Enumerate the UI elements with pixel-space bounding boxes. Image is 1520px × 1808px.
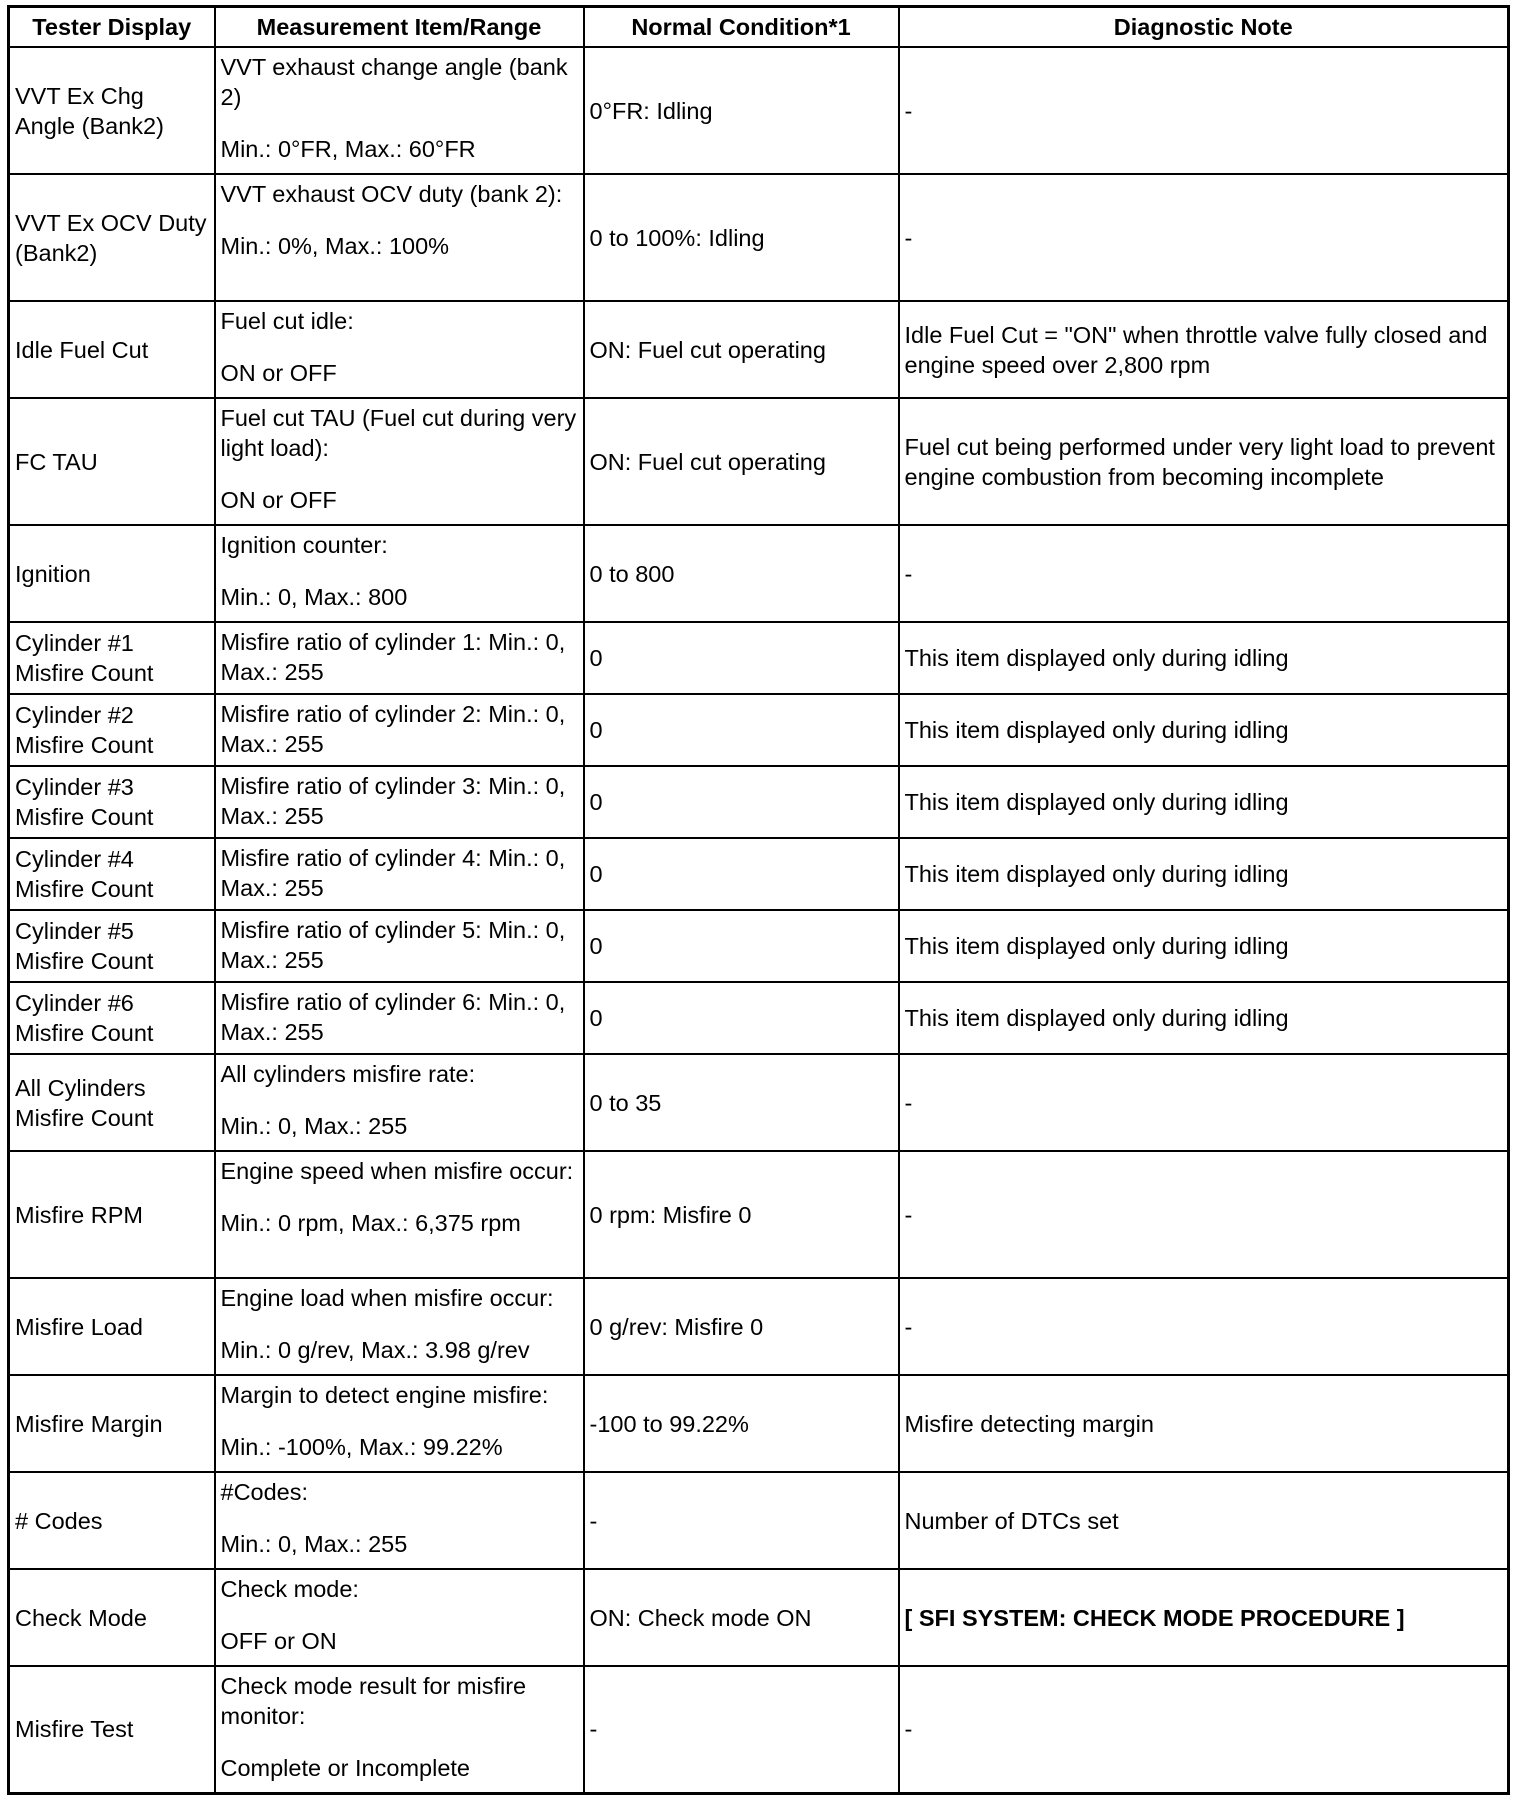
normal-condition-cell: ON: Fuel cut operating <box>584 301 899 398</box>
normal-condition-cell: 0 g/rev: Misfire 0 <box>584 1278 899 1375</box>
table-row <box>9 910 1509 982</box>
normal-condition-cell: 0 rpm: Misfire 0 <box>584 1151 899 1278</box>
diagnostic-note-cell: - <box>899 1151 1509 1278</box>
measurement-range-cell <box>215 1278 584 1375</box>
measurement-range-cell <box>215 622 584 694</box>
tester-display-cell: VVT Ex Chg Angle (Bank2) <box>9 47 215 174</box>
tester-display-cell: All Cylinders Misfire Count <box>9 1054 215 1151</box>
normal-condition-cell: ON: Check mode ON <box>584 1569 899 1666</box>
tester-display-cell: VVT Ex OCV Duty (Bank2) <box>9 174 215 301</box>
diagnostic-note-cell: - <box>899 525 1509 622</box>
data-list-table <box>7 5 1510 1795</box>
diagnostic-note-cell: - <box>899 174 1509 301</box>
range-limits: Min.: 0, Max.: 800 <box>220 584 408 610</box>
range-description: Engine speed when misfire occur: <box>220 1158 574 1184</box>
measurement-range-cell <box>215 982 584 1054</box>
normal-condition-cell: 0 <box>584 910 899 982</box>
table-row <box>9 766 1509 838</box>
range-description: Misfire ratio of cylinder 3: Min.: 0, Max.: 255 <box>220 773 566 829</box>
table-row <box>9 301 1509 398</box>
header-diagnostic-note: Diagnostic Note <box>899 7 1509 48</box>
measurement-range-cell <box>215 694 584 766</box>
range-description: All cylinders misfire rate: <box>220 1061 476 1087</box>
normal-condition-cell: 0 <box>584 838 899 910</box>
normal-condition-cell: - <box>584 1666 899 1793</box>
range-description: Margin to detect engine misfire: <box>220 1382 549 1408</box>
range-limits: Min.: 0, Max.: 255 <box>220 1113 408 1139</box>
data-list-page <box>7 5 1507 1795</box>
diagnostic-note-cell: This item displayed only during idling <box>899 838 1509 910</box>
tester-display-cell: Misfire Load <box>9 1278 215 1375</box>
measurement-range-cell <box>215 1151 584 1278</box>
header-measurement-item-range: Measurement Item/Range <box>215 7 584 48</box>
diagnostic-note-cell: Idle Fuel Cut = "ON" when throttle valve fully closed and engine speed over 2,800 rpm <box>899 301 1509 398</box>
table-row <box>9 1375 1509 1472</box>
range-description: Misfire ratio of cylinder 5: Min.: 0, Max.: 255 <box>220 917 566 973</box>
normal-condition-cell: 0 <box>584 766 899 838</box>
range-description: Misfire ratio of cylinder 4: Min.: 0, Max.: 255 <box>220 845 566 901</box>
tester-display-cell: Misfire Margin <box>9 1375 215 1472</box>
tester-display-cell: Cylinder #3 Misfire Count <box>9 766 215 838</box>
measurement-range-cell <box>215 1569 584 1666</box>
diagnostic-note-cell: This item displayed only during idling <box>899 910 1509 982</box>
measurement-range-cell <box>215 398 584 525</box>
range-description: VVT exhaust OCV duty (bank 2): <box>220 181 563 207</box>
table-header-row <box>9 7 1509 48</box>
diagnostic-note-cell: This item displayed only during idling <box>899 766 1509 838</box>
diagnostic-note-cell: - <box>899 1666 1509 1793</box>
normal-condition-cell: - <box>584 1472 899 1569</box>
normal-condition-cell: 0 to 35 <box>584 1054 899 1151</box>
measurement-range-cell <box>215 1054 584 1151</box>
normal-condition-cell: 0 <box>584 694 899 766</box>
tester-display-cell: FC TAU <box>9 398 215 525</box>
range-limits: ON or OFF <box>220 360 337 386</box>
table-row <box>9 1472 1509 1569</box>
range-description: Engine load when misfire occur: <box>220 1285 554 1311</box>
range-description: Fuel cut TAU (Fuel cut during very light load): <box>220 405 577 461</box>
tester-display-cell: Idle Fuel Cut <box>9 301 215 398</box>
table-row <box>9 982 1509 1054</box>
check-mode-procedure-link[interactable]: [ SFI SYSTEM: CHECK MODE PROCEDURE ] <box>899 1569 1509 1666</box>
range-limits: Min.: 0, Max.: 255 <box>220 1531 408 1557</box>
table-row <box>9 398 1509 525</box>
header-normal-condition: Normal Condition*1 <box>584 7 899 48</box>
normal-condition-cell: 0 to 100%: Idling <box>584 174 899 301</box>
normal-condition-cell: 0 <box>584 982 899 1054</box>
measurement-range-cell <box>215 1375 584 1472</box>
diagnostic-note-cell: This item displayed only during idling <box>899 694 1509 766</box>
tester-display-cell: Cylinder #2 Misfire Count <box>9 694 215 766</box>
table-row <box>9 525 1509 622</box>
diagnostic-note-cell: Fuel cut being performed under very light load to prevent engine combustion from becoming incomplete <box>899 398 1509 525</box>
diagnostic-note-cell: Number of DTCs set <box>899 1472 1509 1569</box>
table-row <box>9 1151 1509 1278</box>
diagnostic-note-cell: This item displayed only during idling <box>899 982 1509 1054</box>
range-description: VVT exhaust change angle (bank 2) <box>220 54 568 110</box>
table-row <box>9 694 1509 766</box>
diagnostic-note-cell: This item displayed only during idling <box>899 622 1509 694</box>
tester-display-cell: Check Mode <box>9 1569 215 1666</box>
table-row <box>9 47 1509 174</box>
measurement-range-cell <box>215 1666 584 1793</box>
measurement-range-cell <box>215 174 584 301</box>
normal-condition-cell: 0°FR: Idling <box>584 47 899 174</box>
table-row <box>9 1666 1509 1793</box>
range-limits: Min.: 0 rpm, Max.: 6,375 rpm <box>220 1210 521 1236</box>
measurement-range-cell <box>215 301 584 398</box>
range-limits: Min.: 0°FR, Max.: 60°FR <box>220 136 476 162</box>
table-row <box>9 1054 1509 1151</box>
range-limits: Complete or Incomplete <box>220 1755 470 1781</box>
tester-display-cell: Misfire Test <box>9 1666 215 1793</box>
measurement-range-cell <box>215 910 584 982</box>
tester-display-cell: # Codes <box>9 1472 215 1569</box>
tester-display-cell: Ignition <box>9 525 215 622</box>
range-limits: OFF or ON <box>220 1628 337 1654</box>
range-description: Misfire ratio of cylinder 2: Min.: 0, Max.: 255 <box>220 701 566 757</box>
measurement-range-cell <box>215 838 584 910</box>
range-limits: Min.: -100%, Max.: 99.22% <box>220 1434 503 1460</box>
tester-display-cell: Cylinder #6 Misfire Count <box>9 982 215 1054</box>
diagnostic-note-cell: - <box>899 47 1509 174</box>
measurement-range-cell <box>215 47 584 174</box>
tester-display-cell: Cylinder #1 Misfire Count <box>9 622 215 694</box>
measurement-range-cell <box>215 525 584 622</box>
normal-condition-cell: ON: Fuel cut operating <box>584 398 899 525</box>
diagnostic-note-cell: - <box>899 1054 1509 1151</box>
measurement-range-cell <box>215 766 584 838</box>
range-limits: Min.: 0%, Max.: 100% <box>220 233 450 259</box>
header-tester-display: Tester Display <box>9 7 215 48</box>
tester-display-cell: Misfire RPM <box>9 1151 215 1278</box>
table-row <box>9 622 1509 694</box>
range-limits: Min.: 0 g/rev, Max.: 3.98 g/rev <box>220 1337 530 1363</box>
normal-condition-cell: -100 to 99.22% <box>584 1375 899 1472</box>
range-description: Check mode result for misfire monitor: <box>220 1673 527 1729</box>
range-description: #Codes: <box>220 1479 309 1505</box>
range-description: Fuel cut idle: <box>220 308 354 334</box>
table-row <box>9 174 1509 301</box>
diagnostic-note-cell: - <box>899 1278 1509 1375</box>
range-description: Ignition counter: <box>220 532 388 558</box>
range-description: Misfire ratio of cylinder 1: Min.: 0, Max.: 255 <box>220 629 566 685</box>
normal-condition-cell: 0 <box>584 622 899 694</box>
table-row <box>9 1278 1509 1375</box>
range-description: Check mode: <box>220 1576 359 1602</box>
table-row <box>9 1569 1509 1666</box>
measurement-range-cell <box>215 1472 584 1569</box>
normal-condition-cell: 0 to 800 <box>584 525 899 622</box>
diagnostic-note-cell: Misfire detecting margin <box>899 1375 1509 1472</box>
table-row <box>9 838 1509 910</box>
tester-display-cell: Cylinder #5 Misfire Count <box>9 910 215 982</box>
range-description: Misfire ratio of cylinder 6: Min.: 0, Max.: 255 <box>220 989 566 1045</box>
tester-display-cell: Cylinder #4 Misfire Count <box>9 838 215 910</box>
range-limits: ON or OFF <box>220 487 337 513</box>
